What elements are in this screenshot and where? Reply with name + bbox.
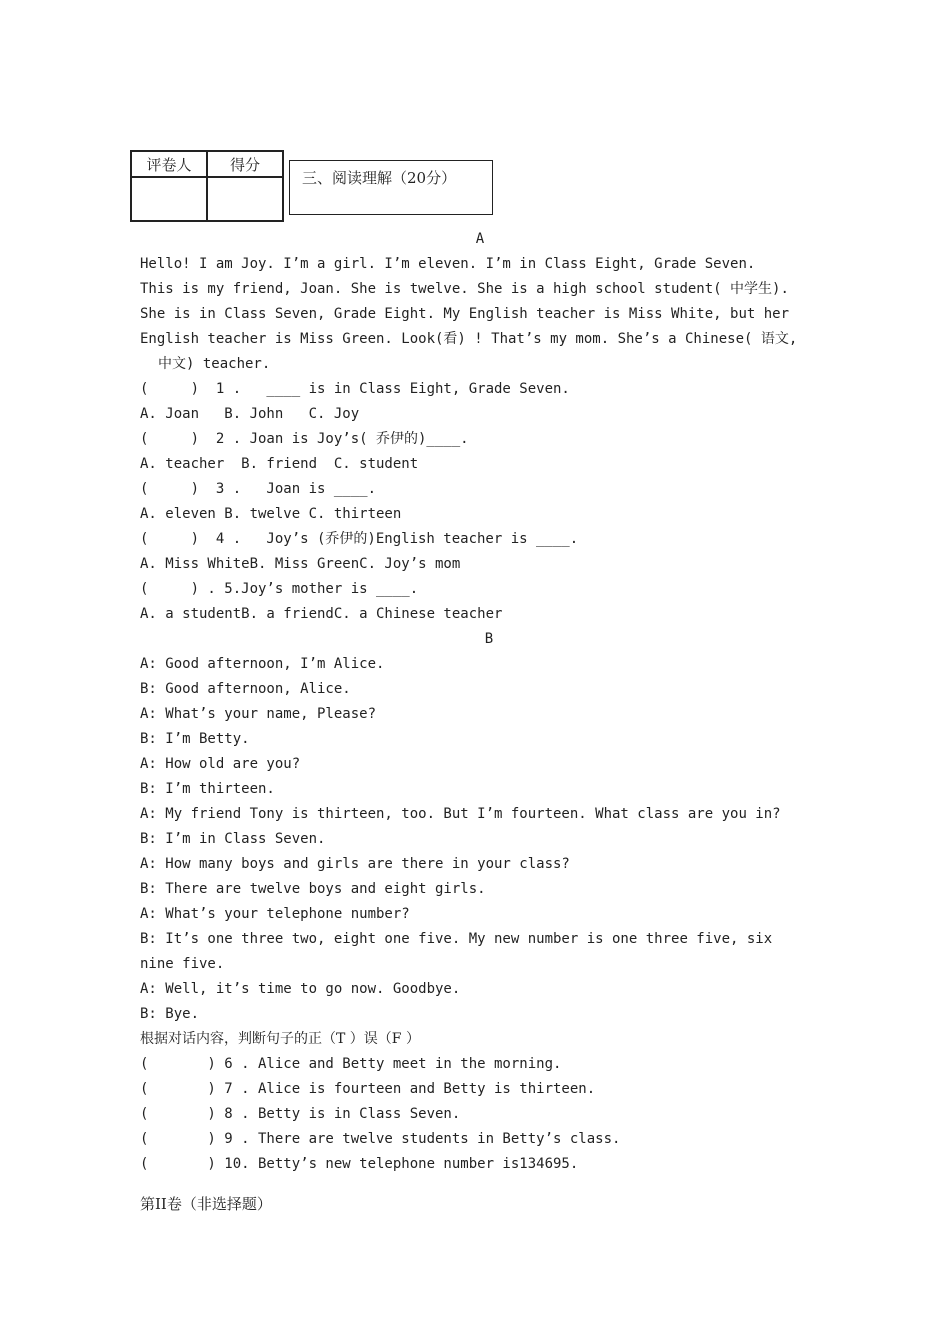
dialogue-line: A: What’s your telephone number? [140, 906, 410, 922]
passage-a-line: Hello! I am Joy. I’m a girl. I’m eleven. I’m in Class Eight, Grade Seven. [140, 256, 756, 272]
dialogue-line: B: It’s one three two, eight one five. My new number is one three five, six [140, 931, 773, 947]
dialogue-line: B: There are twelve boys and eight girls. [140, 881, 486, 897]
dialogue-line: B: I’m in Class Seven. [140, 831, 326, 847]
passage-a-line: 中文) teacher. [158, 356, 271, 372]
tf-statement: ( ) 10. Betty’s new telephone number is134695. [140, 1156, 579, 1172]
question-stem: ( ) 1 . ____ is in Class Eight, Grade Seven. [140, 381, 570, 397]
dialogue-line: B: Good afternoon, Alice. [140, 681, 351, 697]
question-options: A. eleven B. twelve C. thirteen [140, 506, 402, 522]
dialogue-line: A: Good afternoon, I’m Alice. [140, 656, 385, 672]
passage-a-line: This is my friend, Joan. She is twelve. She is a high school student( 中学生). [140, 281, 789, 297]
passage-a-heading: A [475, 231, 485, 247]
question-options: A. teacher B. friend C. student [140, 456, 419, 472]
question-options: A. Miss WhiteB. Miss GreenC. Joy’s mom [140, 556, 461, 572]
reading-content [140, 227, 820, 1177]
dialogue-line: nine five. [140, 956, 225, 972]
passage-b-heading: B [484, 631, 494, 647]
tf-statement: ( ) 9 . There are twelve students in Betty’s class. [140, 1131, 621, 1147]
tf-statement: ( ) 7 . Alice is fourteen and Betty is thirteen. [140, 1081, 596, 1097]
section-title: 三、阅读理解（20分） [289, 160, 493, 215]
score-label: 得分 [207, 151, 283, 177]
question-options: A. Joan B. John C. Joy [140, 406, 360, 422]
part-two-title: 第II卷（非选择题） [140, 1195, 272, 1213]
tf-statement: ( ) 8 . Betty is in Class Seven. [140, 1106, 461, 1122]
dialogue-line: A: How old are you? [140, 756, 301, 772]
grader-label: 评卷人 [131, 151, 207, 177]
grader-cell [131, 177, 207, 221]
dialogue-line: B: Bye. [140, 1006, 200, 1022]
dialogue-line: A: How many boys and girls are there in your class? [140, 856, 570, 872]
question-stem: ( ) 4 . Joy’s (乔伊的)English teacher is ____. [140, 531, 579, 547]
dialogue-line: A: Well, it’s time to go now. Goodbye. [140, 981, 461, 997]
score-table [130, 150, 284, 222]
tf-statement: ( ) 6 . Alice and Betty meet in the morning. [140, 1056, 562, 1072]
dialogue-line: B: I’m thirteen. [140, 781, 275, 797]
question-stem: ( ) 2 . Joan is Joy’s( 乔伊的)____. [140, 431, 469, 447]
dialogue-line: A: My friend Tony is thirteen, too. But I’m fourteen. What class are you in? [140, 806, 781, 822]
passage-a-line: English teacher is Miss Green. Look(看) ! That’s my mom. She’s a Chinese( 语文, [140, 331, 798, 347]
question-stem: ( ) 3 . Joan is ____. [140, 481, 377, 497]
dialogue-line: A: What’s your name, Please? [140, 706, 377, 722]
passage-a-line: She is in Class Seven, Grade Eight. My English teacher is Miss White, but her [140, 306, 790, 322]
tf-instruction: 根据对话内容，判断句子的正（T ）误（F ） [140, 1031, 420, 1047]
dialogue-line: B: I’m Betty. [140, 731, 250, 747]
question-stem: ( ) . 5.Joy’s mother is ____. [140, 581, 419, 597]
question-options: A. a studentB. a friendC. a Chinese teacher [140, 606, 503, 622]
score-cell [207, 177, 283, 221]
